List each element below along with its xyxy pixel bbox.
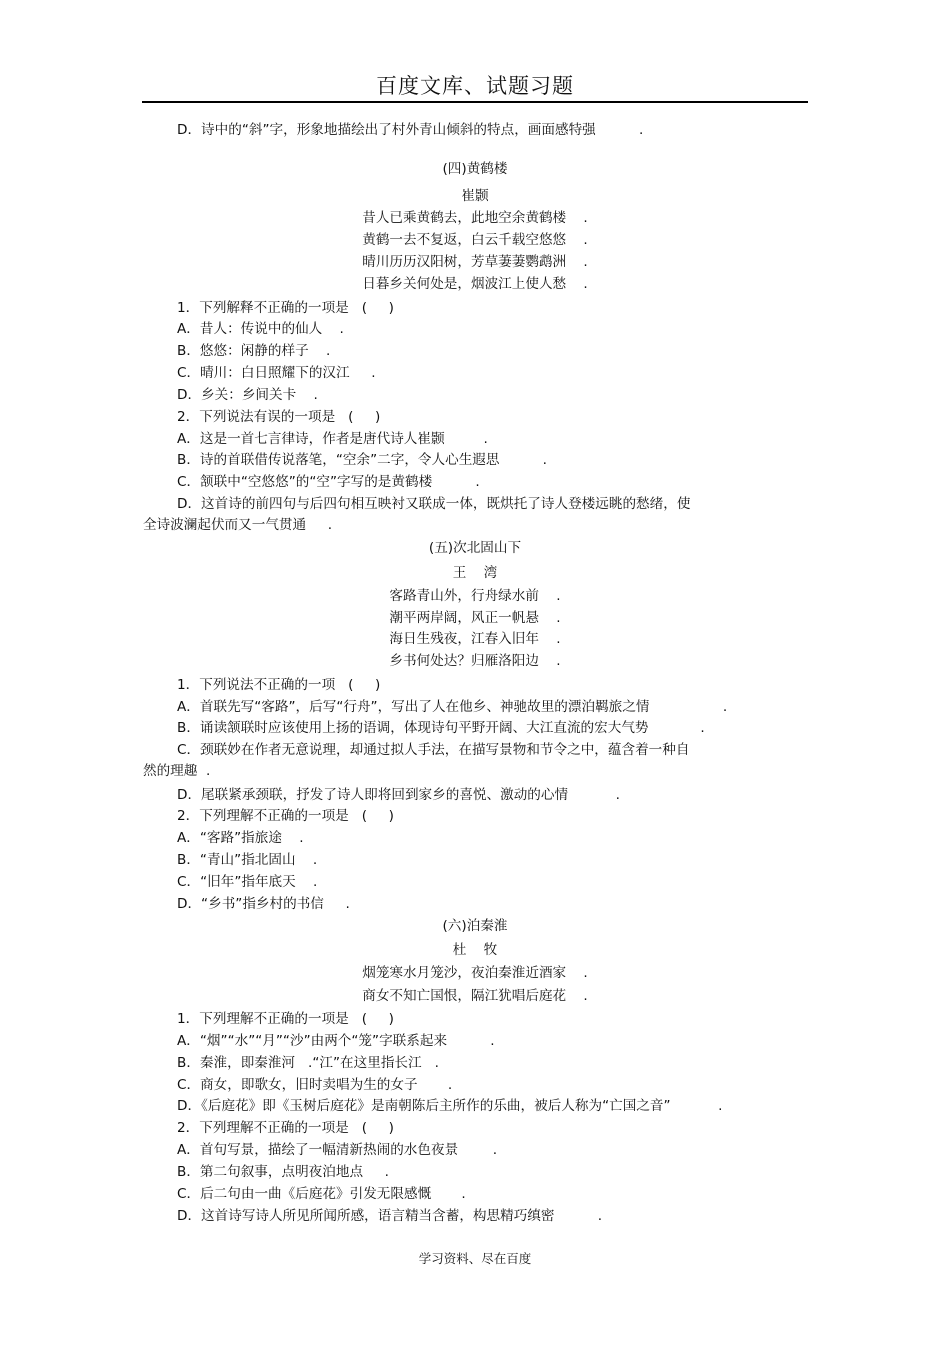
section-title: (六)泊秦淮 — [442, 918, 508, 934]
question-option: B．诗的首联借传说落笔，“空余”二字，令人心生遐思 . — [177, 452, 548, 468]
question-option: B．“青山”指北固山 . — [177, 852, 318, 868]
question-stem: 1．下列理解不正确的一项是 ( ) — [177, 1011, 394, 1027]
question-option-continued: 全诗波澜起伏而又一气贯通 . — [143, 517, 333, 533]
question-option: D．《后庭花》即《玉树后庭花》是南朝陈后主所作的乐曲，被后人称为“亡国之音” . — [177, 1098, 723, 1114]
question-option: C．商女，即歌女，旧时卖唱为生的女子 . — [177, 1077, 453, 1093]
poem-author: 杜 牧 — [452, 942, 498, 958]
poem-line: 潮平两岸阔，风正一帆悬 . — [389, 610, 561, 626]
page-header-title: 百度文库、试题习题 — [376, 74, 574, 98]
poem-author: 王 湾 — [452, 565, 498, 581]
poem-line: 客路青山外，行舟绿水前 . — [389, 588, 561, 604]
poem-author: 崔颢 — [461, 188, 489, 204]
poem-line: 商女不知亡国恨，隔江犹唱后庭花 . — [362, 988, 588, 1004]
question-option: A．“烟”“水”“月”“沙”由两个“笼”字联系起来 . — [177, 1033, 495, 1049]
question-stem: 1．下列解释不正确的一项是 ( ) — [177, 300, 394, 316]
page-footer: 学习资料、尽在百度 — [418, 1251, 532, 1266]
question-option: A．首句写景，描绘了一幅清新热闹的水色夜景 . — [177, 1142, 498, 1158]
question-option: B．第二句叙事，点明夜泊地点 . — [177, 1164, 389, 1180]
poem-line: 海日生残夜，江春入旧年 . — [389, 631, 561, 647]
question-option: D．“乡书”指乡村的书信 . — [177, 896, 350, 912]
question-option: D．这首诗写诗人所见所闻所感，语言精当含蓄，构思精巧缜密 . — [177, 1208, 603, 1224]
poem-line: 烟笼寒水月笼沙，夜泊秦淮近酒家 . — [362, 965, 588, 981]
question-option: D．乡关：乡间关卡 . — [177, 387, 318, 403]
question-option: C．后二句由一曲《后庭花》引发无限感慨 . — [177, 1186, 466, 1202]
section-title: (五)次北固山下 — [428, 540, 522, 556]
poem-line: 晴川历历汉阳树，芳草萋萋鹦鹉洲 . — [362, 254, 588, 270]
poem-line: 黄鹤一去不复返，白云千载空悠悠 . — [362, 232, 588, 248]
question-option: D．这首诗的前四句与后四句相互映衬又联成一体，既烘托了诗人登楼远眺的愁绪，使 — [177, 496, 691, 512]
question-stem: 2．下列理解不正确的一项是 ( ) — [177, 1120, 394, 1136]
question-option-continued: 然的理趣 . — [143, 763, 211, 779]
question-option: C．晴川：白日照耀下的汉江 . — [177, 365, 376, 381]
question-option: B．秦淮，即秦淮河 .“江”在这里指长江 . — [177, 1055, 439, 1071]
question-option: D．尾联紧承颈联，抒发了诗人即将回到家乡的喜悦、激动的心情 . — [177, 787, 620, 803]
question-stem: 2．下列理解不正确的一项是 ( ) — [177, 808, 394, 824]
question-option: C．颈联妙在作者无意说理，却通过拟人手法，在描写景物和节令之中，蕴含着一种自 — [177, 742, 690, 758]
question-option: A．“客路”指旅途 . — [177, 830, 304, 846]
question-option: C．“旧年”指年底天 . — [177, 874, 318, 890]
poem-line: 日暮乡关何处是，烟波江上使人愁 . — [362, 276, 588, 292]
question-option: A．这是一首七言律诗，作者是唐代诗人崔颢 . — [177, 431, 488, 447]
question-stem: 2．下列说法有误的一项是 ( ) — [177, 409, 381, 425]
question-option: B．诵读颔联时应该使用上扬的语调，体现诗句平野开阔、大江直流的宏大气势 . — [177, 720, 705, 736]
section-title: (四)黄鹤楼 — [442, 161, 508, 177]
question-option: D．诗中的“斜”字，形象地描绘出了村外青山倾斜的特点，画面感特强 . — [177, 122, 644, 138]
poem-line: 乡书何处达？归雁洛阳边 . — [389, 653, 561, 669]
poem-line: 昔人已乘黄鹤去，此地空余黄鹤楼 . — [362, 210, 588, 226]
question-option: B．悠悠：闲静的样子 . — [177, 343, 331, 359]
question-stem: 1．下列说法不正确的一项 ( ) — [177, 677, 381, 693]
question-option: A．昔人：传说中的仙人 . — [177, 321, 344, 337]
question-option: A．首联先写“客路”，后写“行舟”，写出了人在他乡、神驰故里的漂泊羁旅之情 . — [177, 699, 728, 715]
question-option: C．颔联中“空悠悠”的“空”字写的是黄鹤楼 . — [177, 474, 480, 490]
header-rule — [142, 101, 808, 103]
